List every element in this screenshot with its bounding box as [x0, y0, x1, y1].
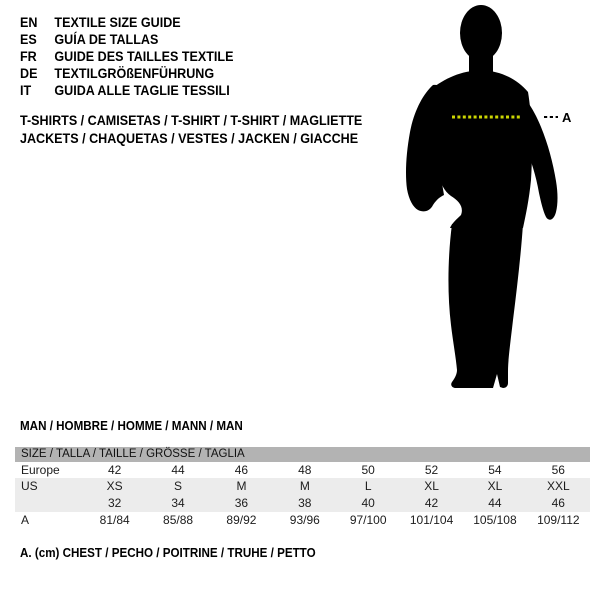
category-jackets: JACKETS / CHAQUETAS / VESTES / JACKEN / GIACCHE [20, 131, 359, 146]
category-list [20, 112, 362, 148]
language-code: FR [20, 49, 37, 64]
language-row [20, 48, 233, 65]
language-code: DE [20, 66, 38, 81]
language-code: IT [20, 83, 32, 98]
table-row-us-number [15, 495, 590, 512]
table-cell: 89/92 [226, 513, 257, 527]
footnote-chest: A. (cm) CHEST / PECHO / POITRINE / TRUHE / PETTO [20, 546, 316, 560]
table-cell: 38 [298, 496, 312, 510]
table-cell: 42 [108, 463, 122, 477]
size-table [15, 447, 590, 529]
table-cell: L [364, 479, 372, 493]
table-cell: 46 [551, 496, 565, 510]
table-cell: 52 [424, 463, 439, 477]
table-cell: 46 [234, 463, 249, 477]
table-cell: XS [106, 479, 123, 493]
table-cell: 34 [171, 496, 185, 510]
man-silhouette-graphic [395, 0, 590, 400]
table-cell: 105/108 [473, 513, 517, 527]
table-cell: 42 [424, 496, 439, 510]
table-cell: M [299, 479, 310, 493]
table-cell: 109/112 [537, 513, 580, 527]
table-cell: 101/104 [409, 513, 454, 527]
table-cell: 48 [298, 463, 312, 477]
row-label: Europe [21, 463, 60, 477]
language-name: GUIDE DES TAILLES TEXTILE [54, 49, 234, 64]
language-code: EN [20, 15, 38, 30]
category-tshirts: T-SHIRTS / CAMISETAS / T-SHIRT / T-SHIRT / MAGLIETTE [20, 113, 363, 128]
table-cell: 97/100 [349, 513, 387, 527]
language-name: GUÍA DE TALLAS [54, 32, 159, 47]
table-cell: 85/88 [163, 513, 194, 527]
size-figure [395, 0, 590, 400]
table-cell: 81/84 [99, 513, 130, 527]
table-cell: 93/96 [289, 513, 320, 527]
table-cell: 32 [108, 496, 122, 510]
section-title-man: MAN / HOMBRE / HOMME / MANN / MAN [20, 419, 243, 433]
table-cell: XL [424, 479, 439, 493]
table-cell: S [174, 479, 183, 493]
row-label: A [21, 513, 30, 527]
table-cell: 44 [171, 463, 185, 477]
table-cell: XXL [546, 479, 570, 493]
language-name: TEXTILGRÖßENFÜHRUNG [54, 66, 215, 81]
man-silhouette [406, 5, 558, 388]
language-code: ES [20, 32, 37, 47]
language-list [20, 14, 233, 99]
row-label [15, 495, 83, 512]
language-row [20, 31, 233, 48]
language-row [20, 65, 233, 82]
table-row-chest-cm [15, 512, 590, 529]
table-cell: 44 [488, 496, 502, 510]
table-cell: 40 [361, 496, 375, 510]
table-cell: 54 [488, 463, 502, 477]
table-cell: 56 [551, 463, 565, 477]
language-row [20, 14, 233, 31]
table-cell: XL [487, 479, 503, 493]
language-name: TEXTILE SIZE GUIDE [54, 15, 181, 30]
table-row-us-letter [15, 478, 590, 495]
measurement-label-a: A [562, 110, 572, 125]
table-cell: 36 [234, 496, 249, 510]
table-row-europe [15, 462, 590, 478]
language-row [20, 82, 233, 99]
table-cell: M [236, 479, 247, 493]
row-label: US [21, 479, 38, 493]
table-cell: 50 [361, 463, 375, 477]
language-name: GUIDA ALLE TAGLIE TESSILI [54, 83, 230, 98]
size-table-header: SIZE / TALLA / TAILLE / GRÖSSE / TAGLIA [15, 447, 590, 462]
